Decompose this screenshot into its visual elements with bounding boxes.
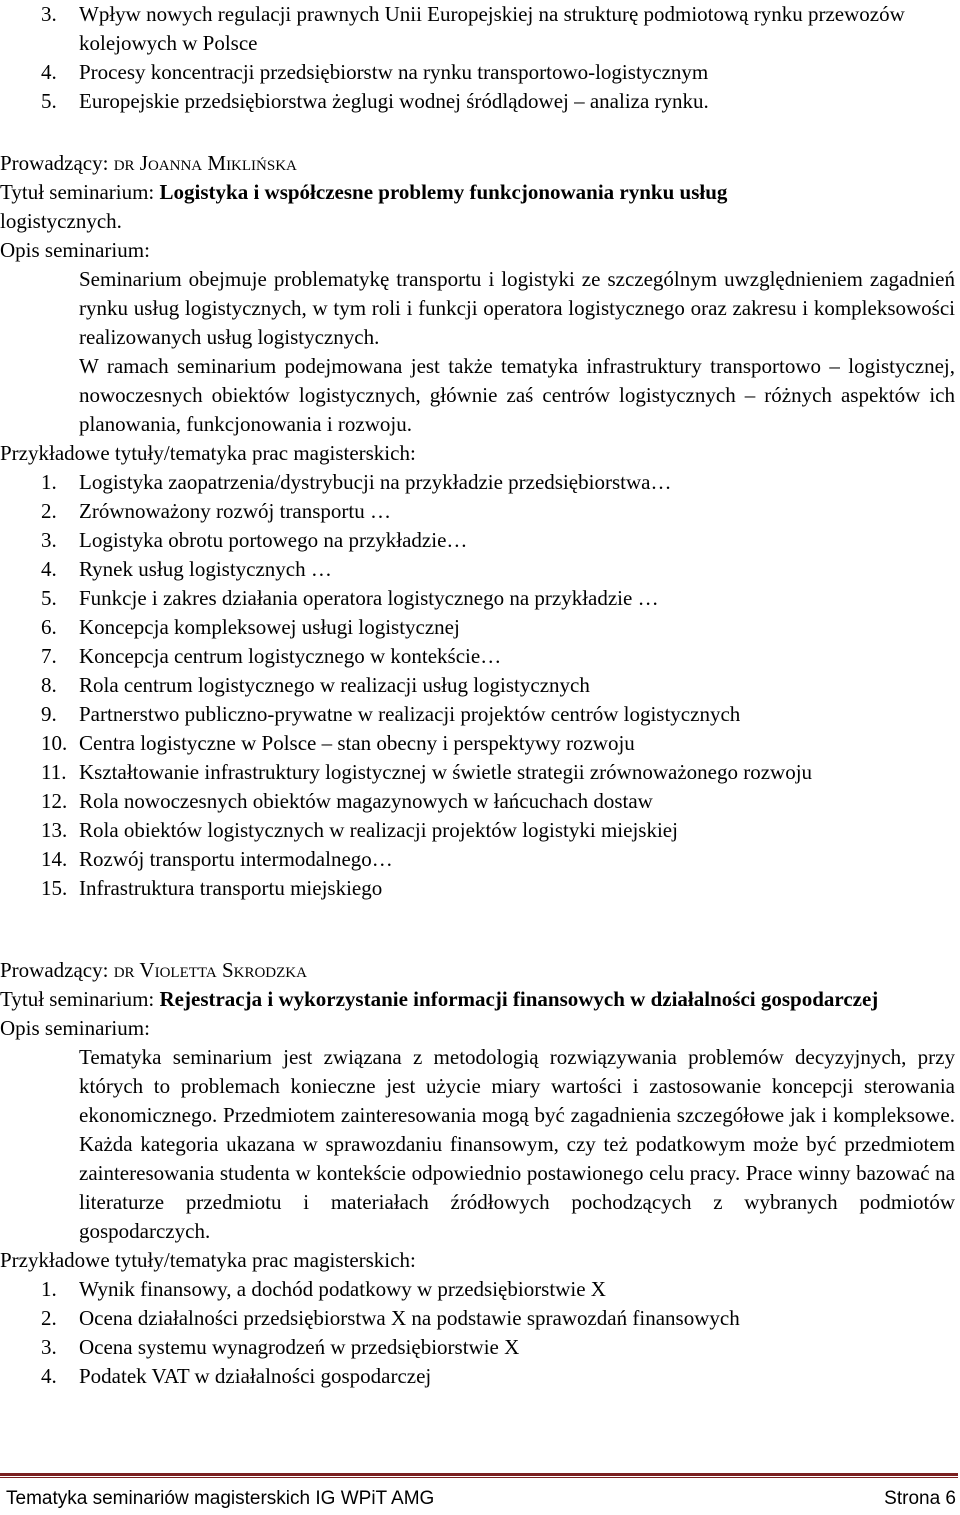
description-paragraph: Seminarium obejmuje problematykę transportu i logistyki ze szczególnym uwzględnieniem zagadnień rynku usług logistycznych, w tym roli i funkcji operatora logistycznego oraz zakresu i kompleksowości realizowanych usług logistycznych.: [79, 267, 955, 349]
page-footer: [6, 1487, 956, 1511]
list-item: [0, 497, 955, 526]
list-item-number: 2.: [41, 1306, 57, 1330]
seminar-description: [0, 265, 955, 439]
list-item: [0, 700, 955, 729]
list-item-text: Ocena działalności przedsiębiorstwa X na podstawie sprawozdań finansowych: [79, 1306, 740, 1330]
topics-label: Przykładowe tytuły/tematyka prac magisterskich:: [0, 1248, 416, 1272]
lecturer-line: [0, 149, 955, 178]
footer-divider-thin: [0, 1477, 958, 1478]
list-item: [0, 555, 955, 584]
list-item: [0, 642, 955, 671]
list-item-text: Logistyka zaopatrzenia/dystrybucji na przykładzie przedsiębiorstwa…: [79, 470, 672, 494]
lecturer-label: Prowadzący:: [0, 958, 109, 982]
list-item-text: Logistyka obrotu portowego na przykładzie…: [79, 528, 468, 552]
description-label: Opis seminarium:: [0, 1016, 150, 1040]
seminar-description: [0, 1043, 955, 1246]
seminar-title-line: [0, 178, 955, 207]
list-item-number: 12.: [41, 789, 68, 813]
list-item-number: 5.: [41, 89, 57, 113]
list-item-text: Centra logistyczne w Polsce – stan obecny i perspektywy rozwoju: [79, 731, 635, 755]
list-item-number: 5.: [41, 586, 57, 610]
list-item-text: Kształtowanie infrastruktury logistycznej w świetle strategii zrównoważonego rozwoju: [79, 760, 813, 784]
list-item: [0, 816, 955, 845]
list-item-number: 1.: [41, 1277, 57, 1301]
thesis-topics-list: [0, 468, 955, 903]
list-item-text: Rola centrum logistycznego w realizacji usług logistycznych: [79, 673, 590, 697]
description-paragraph: W ramach seminarium podejmowana jest także tematyka infrastruktury transportowo – logistycznej, nowoczesnych obiektów logistycznych, głównie zaś centrów logistycznych – różnych aspektów ich planowania, funkcjonowania i rozwoju.: [79, 354, 955, 436]
list-item-text: Rozwój transportu intermodalnego…: [79, 847, 393, 871]
list-item: [0, 874, 955, 903]
thesis-topics-list: [0, 1275, 955, 1391]
list-item-number: 9.: [41, 702, 57, 726]
list-item-number: 7.: [41, 644, 57, 668]
topics-label: Przykładowe tytuły/tematyka prac magisterskich:: [0, 441, 416, 465]
list-item-text: Koncepcja centrum logistycznego w kontekście…: [79, 644, 502, 668]
seminar-title: Logistyka i współczesne problemy funkcjonowania rynku usług: [159, 180, 728, 204]
seminar-title-line: [0, 985, 955, 1014]
seminar-skrodzka-section: [0, 956, 955, 1391]
list-item: [0, 0, 955, 58]
list-item: [0, 468, 955, 497]
list-item-text: Partnerstwo publiczno-prywatne w realizacji projektów centrów logistycznych: [79, 702, 741, 726]
list-item: [0, 526, 955, 555]
list-item-number: 13.: [41, 818, 68, 842]
list-item-text: Koncepcja kompleksowej usługi logistycznej: [79, 615, 460, 639]
list-item-text: Funkcje i zakres działania operatora logistycznego na przykładzie …: [79, 586, 659, 610]
list-item-text: Infrastruktura transportu miejskiego: [79, 876, 383, 900]
list-item-text: Zrównoważony rozwój transportu …: [79, 499, 392, 523]
footer-divider-thick: [0, 1473, 958, 1476]
list-item-text: Procesy koncentracji przedsiębiorstw na rynku transportowo-logistycznym: [79, 60, 709, 84]
list-item-number: 4.: [41, 1364, 57, 1388]
description-label: Opis seminarium:: [0, 238, 150, 262]
seminar-title-continuation: logistycznych.: [0, 209, 122, 233]
list-item-number: 1.: [41, 470, 57, 494]
list-item-number: 3.: [41, 528, 57, 552]
list-item: [0, 845, 955, 874]
list-item: [0, 613, 955, 642]
lecturer-name: dr Joanna Miklińska: [113, 151, 297, 175]
list-item-number: 15.: [41, 876, 68, 900]
list-item: [0, 1304, 955, 1333]
list-item: [0, 729, 955, 758]
list-item: [0, 1362, 955, 1391]
list-item-number: 4.: [41, 60, 57, 84]
footer-title: Tematyka seminariów magisterskich IG WPiT AMG: [6, 1488, 435, 1509]
list-item-number: 2.: [41, 499, 57, 523]
list-item-number: 4.: [41, 557, 57, 581]
list-item-text: Rynek usług logistycznych …: [79, 557, 332, 581]
list-item: [0, 787, 955, 816]
seminar-miklinska-section: [0, 149, 955, 903]
list-item-text: Rola obiektów logistycznych w realizacji projektów logistyki miejskiej: [79, 818, 678, 842]
seminar-title: Rejestracja i wykorzystanie informacji finansowych w działalności gospodarczej: [159, 987, 879, 1011]
list-item-number: 14.: [41, 847, 68, 871]
description-paragraph: Tematyka seminarium jest związana z metodologią rozwiązywania problemów decyzyjnych, przy których to problemach konieczne jest użycie miary wartości i zastosowanie koncepcji sterowania ekonomicznego. Przedmiotem zainteresowania mogą być zagadnienia szczegółowe jak i kompleksowe. Każda kategoria ukazana w sprawozdaniu finansowym, czy też podatkowym może być przedmiotem zainteresowania studenta w kontekście odpowiednio postawionego celu pracy. Prace winny bazować na literaturze przedmiotu i materiałach źródłowych pochodzących z wybranych podmiotów gospodarczych.: [79, 1045, 955, 1243]
lecturer-label: Prowadzący:: [0, 151, 109, 175]
list-item-text: Ocena systemu wynagrodzeń w przedsiębiorstwie X: [79, 1335, 520, 1359]
title-label: Tytuł seminarium:: [0, 987, 155, 1011]
list-item-text: Wynik finansowy, a dochód podatkowy w przedsiębiorstwie X: [79, 1277, 606, 1301]
list-item-number: 3.: [41, 1335, 57, 1359]
list-item: [0, 1333, 955, 1362]
list-item-number: 6.: [41, 615, 57, 639]
previous-topics-section: [0, 0, 955, 116]
list-item: [0, 758, 955, 787]
lecturer-line: [0, 956, 955, 985]
list-item: [0, 671, 955, 700]
list-item-text: Podatek VAT w działalności gospodarczej: [79, 1364, 432, 1388]
list-item-number: 3.: [41, 2, 57, 26]
lecturer-name: dr Violetta Skrodzka: [113, 958, 307, 982]
list-item: [0, 1275, 955, 1304]
list-item: [0, 58, 955, 87]
page-number: Strona 6: [884, 1488, 956, 1509]
list-item-number: 8.: [41, 673, 57, 697]
list-item-text: Rola nowoczesnych obiektów magazynowych w łańcuchach dostaw: [79, 789, 653, 813]
list-item-number: 11.: [41, 760, 67, 784]
title-label: Tytuł seminarium:: [0, 180, 155, 204]
previous-topics-list: [0, 0, 955, 116]
list-item-text: Wpływ nowych regulacji prawnych Unii Europejskiej na strukturę podmiotową rynku przewozów kolejowych w Polsce: [79, 2, 905, 55]
list-item-text: Europejskie przedsiębiorstwa żeglugi wodnej śródlądowej – analiza rynku.: [79, 89, 709, 113]
list-item: [0, 87, 955, 116]
list-item-number: 10.: [41, 731, 68, 755]
list-item: [0, 584, 955, 613]
